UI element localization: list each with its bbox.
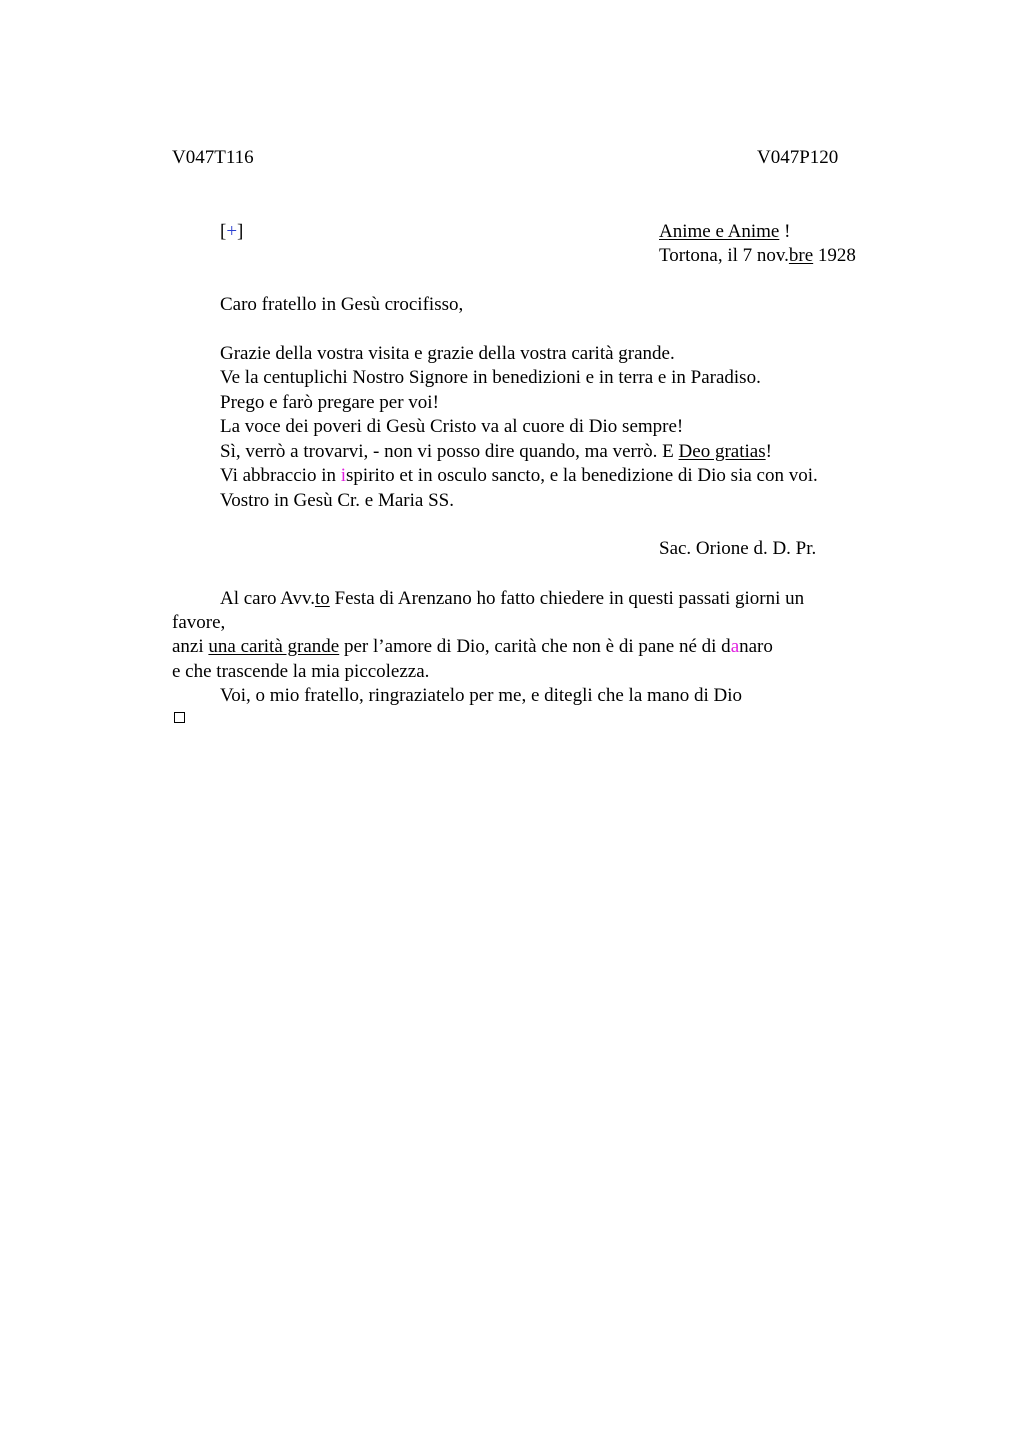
page-end-box-icon — [174, 712, 185, 723]
p2-highlight: a — [730, 636, 740, 657]
line5-underlined: Deo gratias — [678, 441, 766, 462]
letter-title-suffix: ! — [779, 221, 791, 242]
signature: Sac. Orione d. D. Pr. — [659, 538, 817, 559]
p1-underlined: to — [314, 588, 330, 609]
body-line-2: Ve la centuplichi Nostro Signore in benedizioni e in terra e in Paradiso. — [220, 367, 761, 388]
line6-highlight: i — [340, 465, 347, 486]
cross-icon: + — [226, 221, 238, 242]
body-line-6 — [220, 464, 818, 488]
letter-title-underlined: Anime e Anime — [659, 221, 780, 242]
line6-prefix: Vi abbraccio in — [220, 465, 341, 486]
postscript-line-1-wrap: favore, — [172, 612, 226, 633]
line5-suffix: ! — [765, 441, 772, 462]
postscript-line-3: e che trascende la mia piccolezza. — [172, 661, 430, 682]
p2-prefix: anzi — [172, 636, 209, 657]
body-line-5 — [220, 440, 772, 464]
body-line-4: La voce dei poveri di Gesù Cristo va al cuore di Dio sempre! — [220, 416, 684, 437]
postscript-line-1 — [220, 587, 804, 611]
p2-middle: per l’amore di Dio, carità che non è di pane né di d — [339, 636, 731, 657]
header-left-code: V047T116 — [172, 147, 254, 168]
letter-title — [659, 220, 790, 244]
line5-prefix: Sì, verrò a trovarvi, - non vi posso dire quando, ma verrò. E — [220, 441, 679, 462]
p1-prefix: Al caro Avv. — [220, 588, 315, 609]
body-line-3: Prego e farò pregare per voi! — [220, 392, 439, 413]
p2-suffix: naro — [739, 636, 773, 657]
p1-suffix: Festa di Arenzano ho fatto chiedere in questi passati giorni un — [329, 588, 805, 609]
postscript-line-4: Voi, o mio fratello, ringraziatelo per me, e ditegli che la mano di Dio — [220, 685, 742, 706]
cross-marker — [220, 220, 243, 244]
date-underlined: bre — [788, 245, 814, 266]
line6-suffix: spirito et in osculo sancto, e la benedizione di Dio sia con voi. — [346, 465, 818, 486]
letter-date — [659, 244, 856, 268]
p2-underlined: una carità grande — [208, 636, 340, 657]
date-prefix: Tortona, il 7 nov. — [659, 245, 789, 266]
postscript-line-2 — [172, 635, 773, 659]
date-suffix: 1928 — [813, 245, 856, 266]
body-line-7: Vostro in Gesù Cr. e Maria SS. — [220, 490, 454, 511]
body-line-1: Grazie della vostra visita e grazie della vostra carità grande. — [220, 343, 675, 364]
header-right-code: V047P120 — [757, 147, 839, 168]
greeting: Caro fratello in Gesù crocifisso, — [220, 294, 464, 315]
bracket-close: ] — [237, 221, 244, 242]
bracket-open: [ — [220, 221, 227, 242]
